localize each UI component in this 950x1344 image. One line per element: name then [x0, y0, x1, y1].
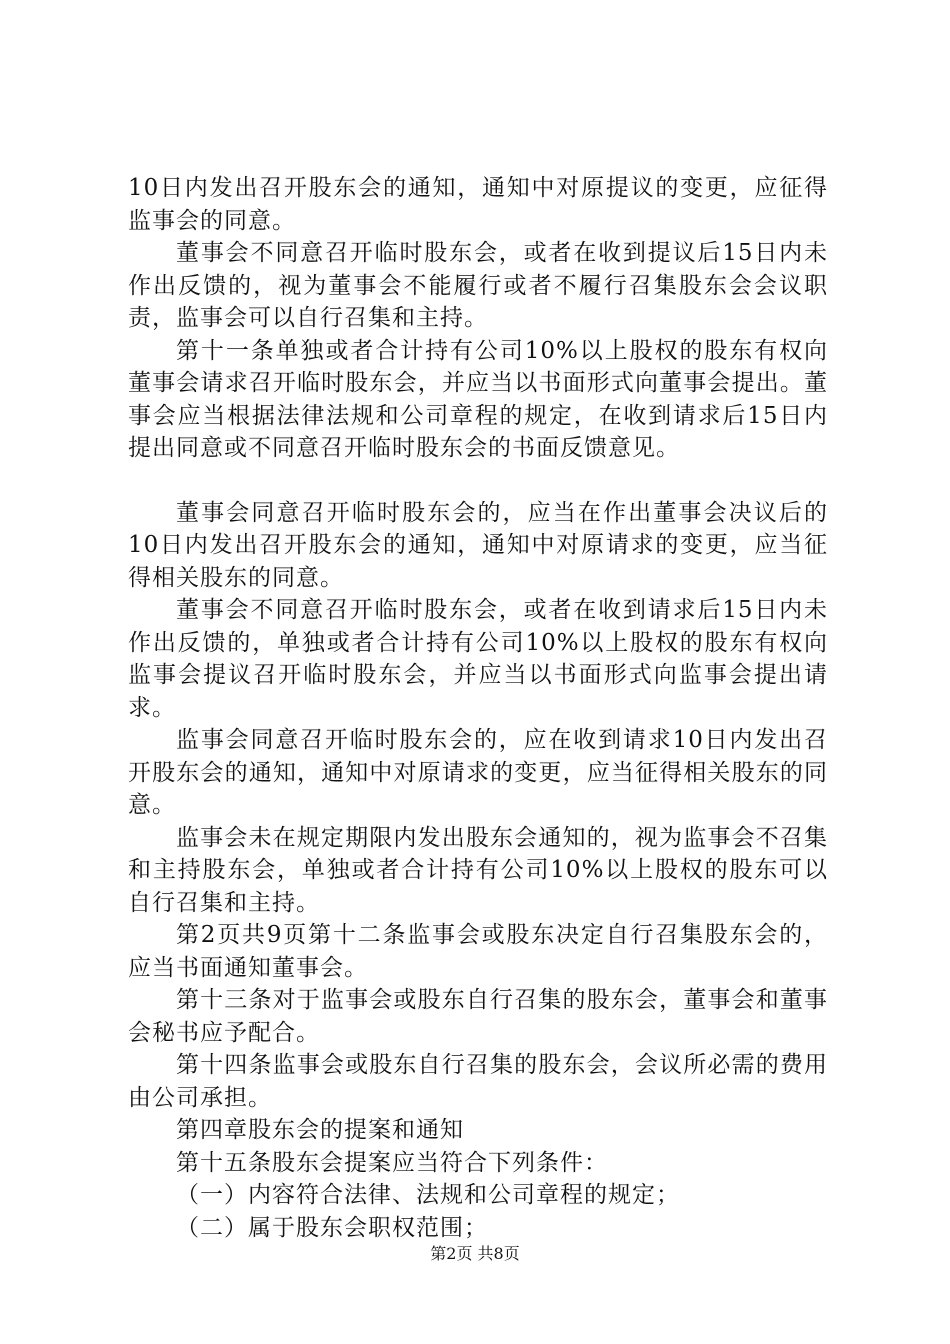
paragraph-article-12: 第2页共9页第十二条监事会或股东决定自行召集股东会的，应当书面通知董事会。 [128, 922, 828, 981]
paragraph: 董事会不同意召开临时股东会，或者在收到提议后15日内未作出反馈的，视为董事会不能履行或者不履行召集股东会会议职责，监事会可以自行召集和主持。 [128, 240, 828, 331]
list-item: （一）内容符合法律、法规和公司章程的规定； [176, 1182, 680, 1208]
chapter-heading: 第四章股东会的提案和通知 [176, 1117, 464, 1143]
paragraph: 监事会同意召开临时股东会的，应在收到请求10日内发出召开股东会的通知，通知中对原请求的变更，应当征得相关股东的同意。 [128, 727, 828, 818]
paragraph-article-13: 第十三条对于监事会或股东自行召集的股东会，董事会和董事会秘书应予配合。 [128, 987, 828, 1046]
paragraph: 董事会同意召开临时股东会的，应当在作出董事会决议后的10日内发出召开股东会的通知，通知中对原请求的变更，应当征得相关股东的同意。 [128, 499, 828, 591]
page-footer: 第2页 共8页 [430, 1244, 520, 1263]
document-body [128, 172, 828, 1244]
paragraph: 董事会不同意召开临时股东会，或者在收到请求后15日内未作出反馈的，单独或者合计持有公司10%以上股权的股东有权向监事会提议召开临时股东会，并应当以书面形式向监事会提出请求。 [128, 597, 828, 721]
paragraph: 监事会未在规定期限内发出股东会通知的，视为监事会不召集和主持股东会，单独或者合计持有公司10%以上股权的股东可以自行召集和主持。 [128, 824, 828, 916]
paragraph-article-11: 第十一条单独或者合计持有公司10%以上股权的股东有权向董事会请求召开临时股东会，并应当以书面形式向董事会提出。董事会应当根据法律法规和公司章程的规定，在收到请求后15日内提出同意或不同意召开临时股东会的书面反馈意见。 [128, 337, 828, 461]
list-item: （二）属于股东会职权范围； [176, 1214, 488, 1241]
paragraph-article-14: 第十四条监事会或股东自行召集的股东会，会议所必需的费用由公司承担。 [128, 1052, 828, 1111]
paragraph-article-15: 第十五条股东会提案应当符合下列条件： [176, 1149, 608, 1176]
blank-line [128, 465, 828, 497]
paragraph-continuation: 10日内发出召开股东会的通知，通知中对原提议的变更，应征得监事会的同意。 [128, 175, 828, 234]
